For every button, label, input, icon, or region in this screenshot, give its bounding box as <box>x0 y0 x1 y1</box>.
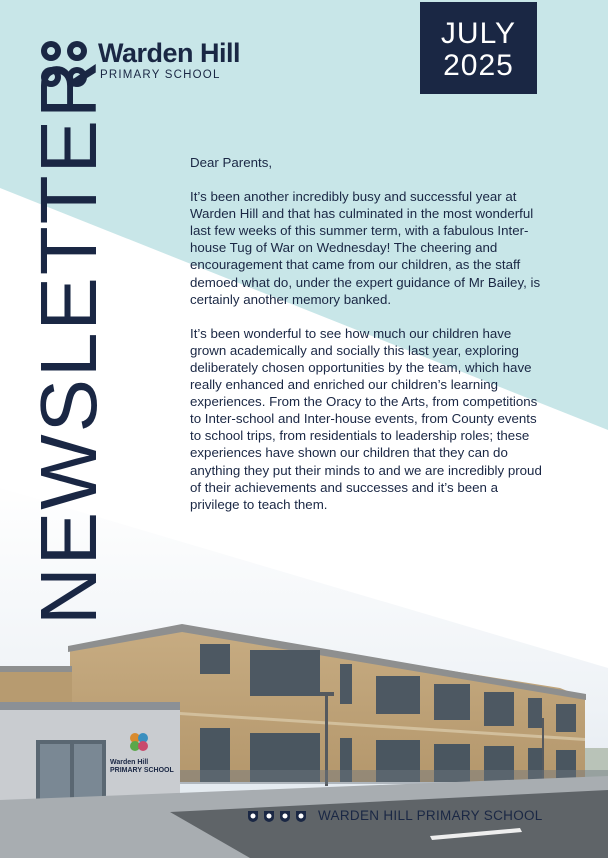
building-sign-name: Warden Hill <box>110 759 149 766</box>
house-crest-icon <box>246 809 260 823</box>
newsletter-title: NEWSLETTER <box>24 58 113 625</box>
footer-school-name: WARDEN HILL PRIMARY SCHOOL <box>318 808 543 823</box>
letter-paragraph: It’s been another incredibly busy and successful year at Warden Hill and that has culminated in the most wonderful last few weeks of this summer term, with a fabulous Inter-house Tug of War on Wednesday! The cheering and encouragement that came from our children, as the staff demoed what do, under the expert guidance of Mr Bailey, is certainly another memory banked. <box>190 189 541 307</box>
house-crest-icon <box>294 809 308 823</box>
school-subtitle: PRIMARY SCHOOL <box>100 69 221 81</box>
letter-greeting: Dear Parents, <box>190 155 273 170</box>
issue-date-box <box>420 2 537 94</box>
building-sign-sub: PRIMARY SCHOOL <box>110 767 174 774</box>
school-name: Warden Hill <box>98 38 241 68</box>
building-sign <box>110 759 174 775</box>
house-crest-icon <box>278 809 292 823</box>
logo-text <box>98 38 240 82</box>
footer <box>246 808 543 823</box>
footer-icons <box>246 809 308 823</box>
issue-month: JULY <box>440 17 517 50</box>
headteacher-letter <box>190 154 542 530</box>
issue-year: 2025 <box>443 49 514 82</box>
letter-paragraph: It’s been wonderful to see how much our children have grown academically and socially this last year, exploring deliberately chosen opportunities by the team, which have really enhanced and enriched our children’s learning experiences. From the Oracy to the Arts, from competitions to Inter-school and Inter-house events, from County events to school trips, from residentials to leadership roles; these experiences have shown our children that they can do anything they put their minds to and we are incredibly proud of their achievements and successes and it’s been a privilege to teach them. <box>190 325 542 512</box>
house-crest-icon <box>262 809 276 823</box>
